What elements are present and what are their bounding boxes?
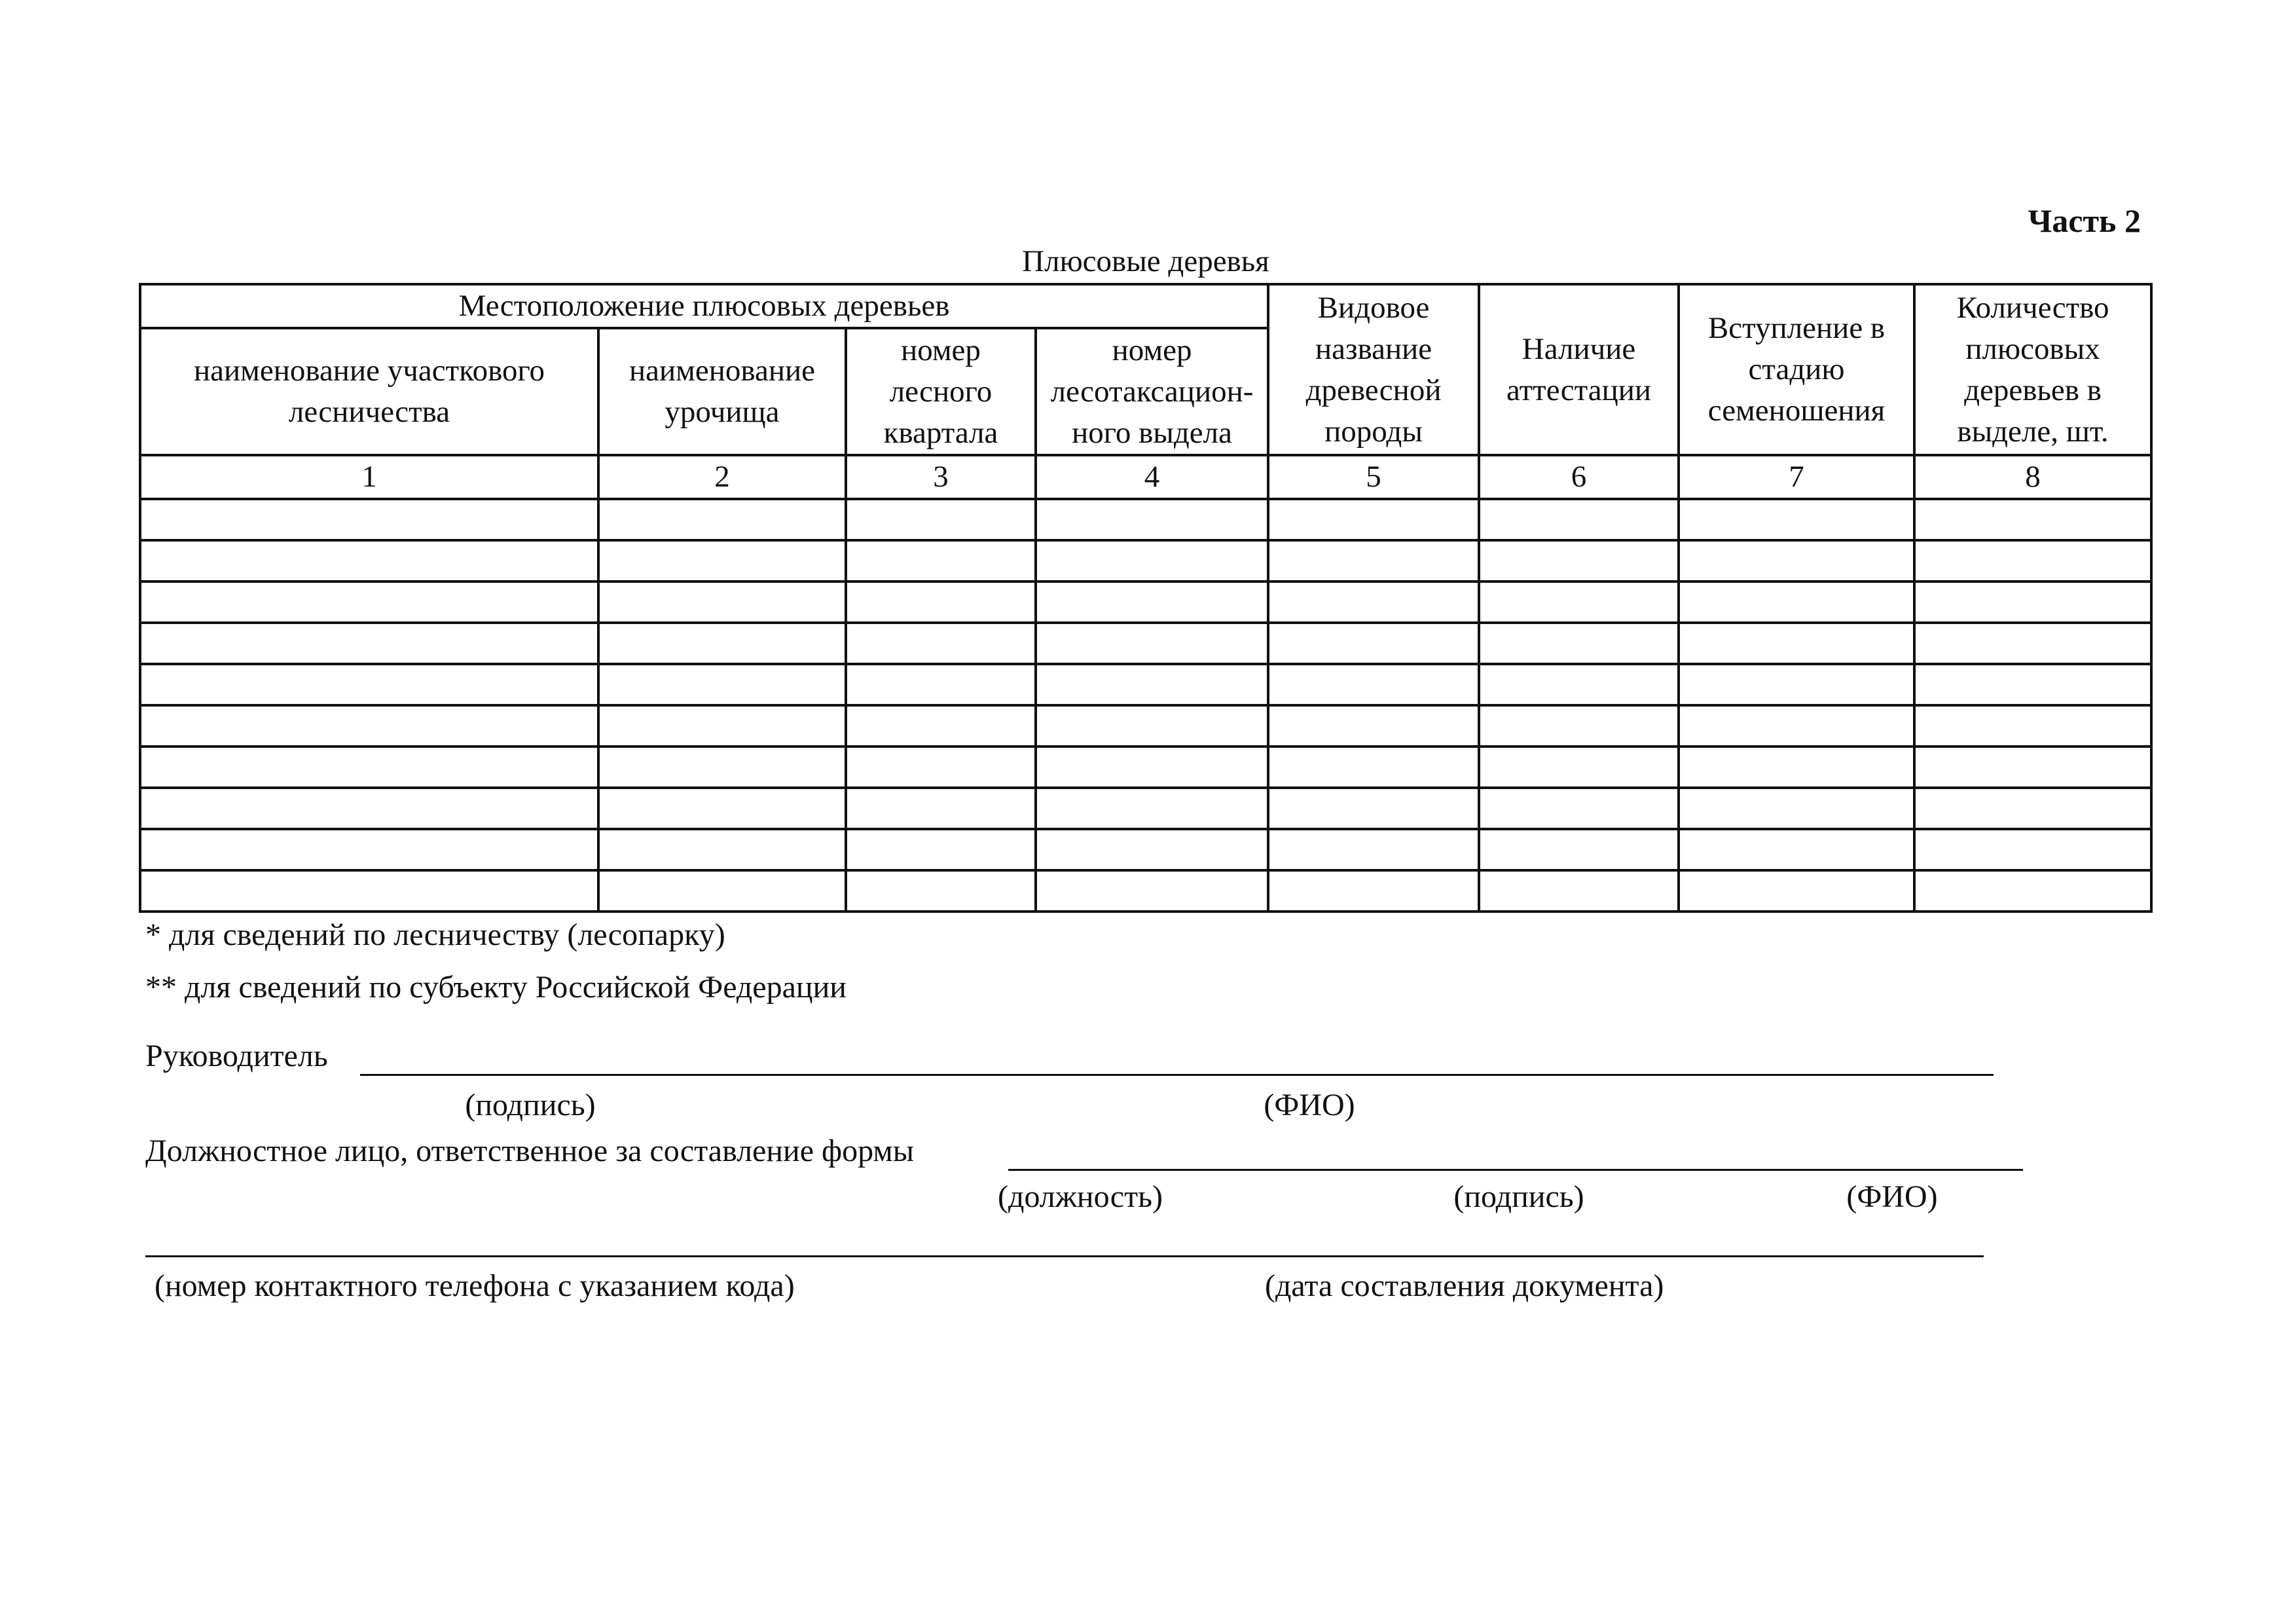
- table-cell[interactable]: [1036, 581, 1268, 623]
- table-cell[interactable]: [846, 623, 1036, 664]
- table-cell[interactable]: [1268, 540, 1479, 581]
- table-cell[interactable]: [1914, 829, 2151, 870]
- column-number: 1: [140, 455, 598, 499]
- table-title: Плюсовые деревья: [1022, 244, 1269, 278]
- table-cell[interactable]: [598, 664, 846, 705]
- table-cell[interactable]: [598, 870, 846, 912]
- head-label: Руководитель: [145, 1039, 328, 1073]
- table-cell[interactable]: [846, 705, 1036, 747]
- table-cell[interactable]: [1036, 870, 1268, 912]
- table-cell[interactable]: [1914, 705, 2151, 747]
- table-cell[interactable]: [1914, 581, 2151, 623]
- column-header-seed-bearing: Вступление в стадию семеношения: [1679, 284, 1914, 455]
- table-cell[interactable]: [140, 829, 598, 870]
- table-cell[interactable]: [1679, 747, 1914, 788]
- table-cell[interactable]: [1914, 540, 2151, 581]
- table-cell[interactable]: [846, 499, 1036, 540]
- table-cell[interactable]: [140, 788, 598, 829]
- table-cell[interactable]: [1479, 664, 1679, 705]
- column-number: 4: [1036, 455, 1268, 499]
- part-label: Часть 2: [2028, 202, 2141, 239]
- column-header-tree-count: Количество плюсовых деревьев в выделе, шт.: [1914, 284, 2151, 455]
- column-number: 5: [1268, 455, 1479, 499]
- table-cell[interactable]: [1036, 664, 1268, 705]
- table-cell[interactable]: [1268, 664, 1479, 705]
- table-cell[interactable]: [1268, 581, 1479, 623]
- table-cell[interactable]: [846, 747, 1036, 788]
- table-cell[interactable]: [1914, 623, 2151, 664]
- head-caption-name: (ФИО): [1264, 1088, 1355, 1122]
- table-cell[interactable]: [1679, 829, 1914, 870]
- table-cell[interactable]: [1679, 499, 1914, 540]
- table-cell[interactable]: [846, 870, 1036, 912]
- table-cell[interactable]: [846, 581, 1036, 623]
- table-row: [140, 829, 2151, 870]
- official-caption-name: (ФИО): [1846, 1179, 1938, 1214]
- official-caption-position: (должность): [998, 1179, 1163, 1214]
- location-group-header: Местоположение плюсовых деревьев: [140, 284, 1268, 328]
- table-row: [140, 499, 2151, 540]
- official-signature-line[interactable]: [1008, 1169, 2023, 1171]
- column-header-attestation: Наличие аттестации: [1479, 284, 1679, 455]
- plus-trees-table: [139, 283, 2153, 913]
- table-cell[interactable]: [1479, 870, 1679, 912]
- table-cell[interactable]: [598, 499, 846, 540]
- table-cell[interactable]: [1268, 747, 1479, 788]
- phone-caption: (номер контактного телефона с указанием кода): [155, 1268, 795, 1303]
- table-row: [140, 581, 2151, 623]
- column-header-allotment: номер лесотаксацион-ного выдела: [1036, 328, 1268, 455]
- table-cell[interactable]: [140, 499, 598, 540]
- table-row: [140, 540, 2151, 581]
- official-caption-signature: (подпись): [1453, 1179, 1584, 1214]
- table-cell[interactable]: [140, 705, 598, 747]
- footnote-forestry: * для сведений по лесничеству (лесопарку): [145, 917, 725, 952]
- table-cell[interactable]: [1268, 623, 1479, 664]
- head-caption-signature: (подпись): [465, 1088, 596, 1122]
- table-cell[interactable]: [1679, 623, 1914, 664]
- column-number: 2: [598, 455, 846, 499]
- table-cell[interactable]: [1479, 705, 1679, 747]
- table-row: [140, 664, 2151, 705]
- table-cell[interactable]: [1036, 540, 1268, 581]
- table-cell[interactable]: [846, 829, 1036, 870]
- table-cell[interactable]: [598, 705, 846, 747]
- column-header-tract: наименование урочища: [598, 328, 846, 455]
- table-cell[interactable]: [1036, 788, 1268, 829]
- table-row: [140, 623, 2151, 664]
- table-cell[interactable]: [598, 829, 846, 870]
- head-signature-line[interactable]: [360, 1074, 1994, 1076]
- official-label: Должностное лицо, ответственное за составление формы: [145, 1134, 915, 1168]
- table-cell[interactable]: [1268, 829, 1479, 870]
- column-number: 8: [1914, 455, 2151, 499]
- table-cell[interactable]: [1679, 705, 1914, 747]
- table-cell[interactable]: [1479, 829, 1679, 870]
- table-cell[interactable]: [1679, 581, 1914, 623]
- table-cell[interactable]: [1036, 829, 1268, 870]
- table-cell[interactable]: [1914, 788, 2151, 829]
- table-cell[interactable]: [1914, 747, 2151, 788]
- column-number: 6: [1479, 455, 1679, 499]
- table-cell[interactable]: [598, 623, 846, 664]
- table-cell[interactable]: [140, 664, 598, 705]
- table-cell[interactable]: [598, 581, 846, 623]
- table-cell[interactable]: [140, 870, 598, 912]
- table-cell[interactable]: [1914, 499, 2151, 540]
- table-cell[interactable]: [1268, 499, 1479, 540]
- column-number: 7: [1679, 455, 1914, 499]
- table-cell[interactable]: [1036, 623, 1268, 664]
- table-cell[interactable]: [1479, 747, 1679, 788]
- table-cell[interactable]: [1679, 870, 1914, 912]
- table-cell[interactable]: [1268, 870, 1479, 912]
- table-cell[interactable]: [1479, 623, 1679, 664]
- table-cell[interactable]: [598, 540, 846, 581]
- table-cell[interactable]: [1479, 540, 1679, 581]
- table-cell[interactable]: [1679, 788, 1914, 829]
- table-cell[interactable]: [1036, 747, 1268, 788]
- table-row: [140, 788, 2151, 829]
- table-row: [140, 870, 2151, 912]
- table-cell[interactable]: [1268, 788, 1479, 829]
- column-header-species: Видовое название древесной породы: [1268, 284, 1479, 455]
- table-cell[interactable]: [1679, 664, 1914, 705]
- table-cell[interactable]: [140, 540, 598, 581]
- table-cell[interactable]: [1914, 870, 2151, 912]
- table-cell[interactable]: [846, 540, 1036, 581]
- table-cell[interactable]: [1268, 705, 1479, 747]
- table-cell[interactable]: [1679, 540, 1914, 581]
- table-cell[interactable]: [598, 788, 846, 829]
- date-caption: (дата составления документа): [1265, 1268, 1664, 1303]
- column-header-forestry: наименование участкового лесничества: [140, 328, 598, 455]
- table-cell[interactable]: [1914, 664, 2151, 705]
- table-row: [140, 747, 2151, 788]
- table-cell[interactable]: [140, 581, 598, 623]
- table-cell[interactable]: [598, 747, 846, 788]
- footnote-region: ** для сведений по субъекту Российской Федерации: [145, 970, 847, 1005]
- table-row: [140, 705, 2151, 747]
- table-cell[interactable]: [140, 747, 598, 788]
- table-cell[interactable]: [1479, 499, 1679, 540]
- column-number: 3: [846, 455, 1036, 499]
- table-cell[interactable]: [1479, 788, 1679, 829]
- column-header-quarter: номер лесного квартала: [846, 328, 1036, 455]
- table-cell[interactable]: [1036, 499, 1268, 540]
- table-cell[interactable]: [140, 623, 598, 664]
- table-cell[interactable]: [1479, 581, 1679, 623]
- table-cell[interactable]: [1036, 705, 1268, 747]
- phone-date-line[interactable]: [145, 1255, 1984, 1257]
- table-cell[interactable]: [846, 664, 1036, 705]
- table-cell[interactable]: [846, 788, 1036, 829]
